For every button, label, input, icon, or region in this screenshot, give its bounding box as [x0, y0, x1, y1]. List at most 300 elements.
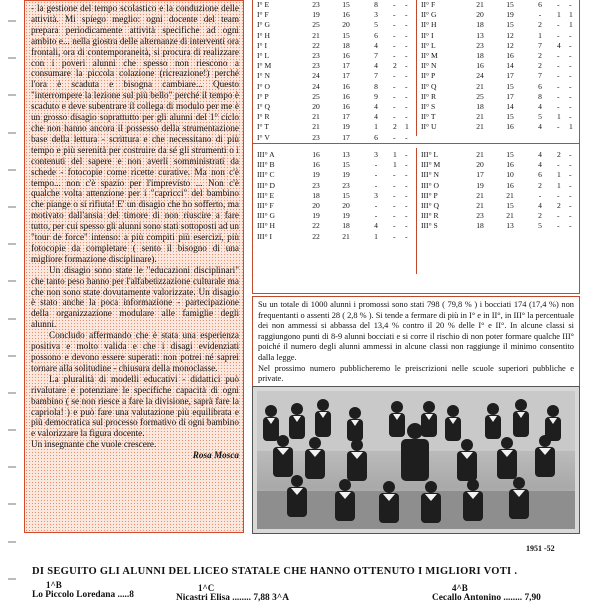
count-cell: 4: [374, 221, 378, 231]
count-cell: 2: [538, 61, 542, 71]
table-row: [419, 211, 579, 221]
count-cell: 2: [557, 150, 561, 159]
table-row: [419, 20, 579, 30]
table-row: [419, 51, 579, 61]
class-name-cell: II° P: [421, 71, 436, 81]
summary-note: Nel prossimo numero pubblicheremo le preiscrizioni nelle scuole superiori pubbliche e private.: [258, 363, 574, 384]
class-name-cell: III° B: [257, 160, 275, 170]
count-cell: 20: [312, 102, 320, 112]
count-cell: 5: [374, 20, 378, 30]
count-cell: -: [393, 81, 396, 91]
count-cell: -: [569, 71, 572, 81]
count-cell: 15: [506, 201, 514, 211]
class-name-cell: I° G: [257, 20, 270, 30]
count-cell: 6: [374, 30, 378, 40]
binding-holes: [8, 0, 16, 600]
table-row: [255, 221, 415, 231]
count-cell: 2: [538, 20, 542, 30]
count-cell: 19: [312, 10, 320, 20]
table-row: [419, 112, 579, 122]
count-cell: 17: [342, 61, 350, 71]
count-cell: -: [393, 91, 396, 101]
class-name-cell: III° A: [257, 150, 275, 159]
class-photo: [252, 386, 580, 534]
class-name-cell: I° T: [257, 122, 269, 132]
count-cell: 24: [312, 81, 320, 91]
table-row: [255, 160, 415, 170]
count-cell: 19: [476, 180, 484, 190]
count-cell: 3: [374, 150, 378, 159]
count-cell: -: [405, 112, 408, 122]
count-cell: 15: [506, 0, 514, 9]
count-cell: -: [393, 20, 396, 30]
class-name-cell: III° M: [421, 160, 441, 170]
table-row: [255, 232, 415, 242]
table-row: [255, 82, 415, 92]
count-cell: -: [569, 201, 572, 211]
count-cell: 6: [538, 170, 542, 180]
count-cell: 16: [342, 81, 350, 91]
article-signature: Rosa Mosca: [192, 450, 239, 461]
count-cell: 1: [569, 122, 573, 132]
table-row: [419, 41, 579, 51]
article-paragraph-1: - la gestione del tempo scolastico e la conduzione delle attività. Mi spiego meglio: ogni docente del team prepara periodicamente attività specifiche ad ogni ambito e... nella giostra delle alternanze di interventi ora frontali, ora di contemporaneità, si procura di realizzare con i poveri alunni che spesso non riescono a consumare la piccola colazione (ricreazione!) perché l'ora è scaduta e bisogna cambiare... Questo "interrompere la lezione sul più bello" perché il tempo è scaduto e deve subentrare il collega di modulo per me è un grosso disagio soprattutto per gli alunni del 1° ciclo che non hanno ancora il possesso della strumentazione base della lettura - scrittura e che necessitano di più tempo e più serenità per costruire da sé gli strumenti o i contenuti del sapere e non averli somministrati da schede - fotocopie come ricette curative. Ma non c'è tempo... non c'è spazio per l'imprevisto ... Non c'è qualche volta attenzione per i "capricci" del bambino che piange o si rifiuta! E' un disagio che ho sofferto, ma motivato dall'ansia del timore di non riuscire a fare tutto, per cui spesso gli alunni sono stati sottoposti ad un "tour de force" intenso: a più compiti più esercizi, più fotocopie da completare ( sento il bisogno di una migliore formazione disciplinare).: [31, 3, 239, 264]
count-cell: 4: [374, 112, 378, 122]
class-name-cell: II° M: [421, 51, 438, 61]
class-name-cell: I° F: [257, 10, 269, 20]
article-paragraph-5: Un insegnante che vuole crescere.: [31, 439, 157, 450]
table-row: [255, 211, 415, 221]
count-cell: 2: [538, 180, 542, 190]
count-cell: 17: [476, 170, 484, 180]
count-cell: 23: [476, 211, 484, 221]
count-cell: 1: [557, 170, 561, 180]
count-cell: -: [405, 91, 408, 101]
count-cell: -: [393, 170, 396, 180]
count-cell: 3: [374, 190, 378, 200]
count-cell: -: [405, 40, 408, 50]
count-cell: 21: [312, 112, 320, 122]
count-cell: 20: [476, 10, 484, 20]
count-cell: 18: [476, 20, 484, 30]
count-cell: 22: [312, 221, 320, 231]
count-cell: -: [405, 231, 408, 241]
results-class-3: 4^B: [452, 583, 468, 593]
class-name-cell: I° M: [257, 61, 272, 71]
results-class-2: 1^C: [198, 583, 215, 593]
table-row: [419, 102, 579, 112]
class-name-cell: III° D: [257, 180, 276, 190]
count-cell: 19: [312, 211, 320, 221]
count-cell: 23: [312, 61, 320, 71]
table-row: [255, 112, 415, 122]
count-cell: 1: [557, 112, 561, 122]
count-cell: -: [393, 0, 396, 9]
count-cell: -: [405, 10, 408, 20]
count-cell: 15: [506, 150, 514, 159]
count-cell: 22: [312, 231, 320, 241]
count-cell: 6: [538, 0, 542, 9]
count-cell: 18: [476, 221, 484, 231]
count-cell: -: [393, 30, 396, 40]
count-cell: 25: [312, 91, 320, 101]
count-cell: 21: [476, 201, 484, 211]
count-cell: 15: [342, 190, 350, 200]
count-cell: 13: [342, 150, 350, 159]
class-name-cell: III° G: [257, 211, 276, 221]
table-row: [419, 71, 579, 81]
class-name-cell: II° I: [421, 30, 434, 40]
count-cell: 15: [342, 160, 350, 170]
count-cell: 16: [506, 160, 514, 170]
count-cell: 18: [312, 190, 320, 200]
grade-table-first-year: [255, 0, 415, 143]
count-cell: -: [405, 170, 408, 180]
count-cell: -: [405, 30, 408, 40]
count-cell: 8: [374, 0, 378, 9]
article-paragraph-3: Concludo affermando che è stata una esperienza positiva e molto valida e che i disagi evidenziati possono e devono essere superati: non potrei né saprei tornare alla solitudine - chiusura della monoclasse.: [31, 330, 239, 373]
table-row: [255, 191, 415, 201]
count-cell: -: [405, 221, 408, 231]
class-name-cell: II° G: [421, 10, 437, 20]
count-cell: -: [405, 71, 408, 81]
count-cell: -: [557, 221, 560, 231]
class-name-cell: III° P: [421, 190, 438, 200]
class-name-cell: II° Q: [421, 81, 437, 91]
count-cell: 1: [569, 10, 573, 20]
count-cell: -: [569, 160, 572, 170]
count-cell: -: [374, 180, 378, 190]
count-cell: 7: [374, 71, 378, 81]
count-cell: 21: [476, 122, 484, 132]
table-row: [255, 201, 415, 211]
count-cell: -: [393, 190, 396, 200]
table-row: [419, 181, 579, 191]
count-cell: 16: [312, 160, 320, 170]
count-cell: 16: [342, 91, 350, 101]
count-cell: 19: [342, 170, 350, 180]
count-cell: -: [393, 132, 396, 142]
class-name-cell: I° V: [257, 132, 270, 142]
count-cell: -: [569, 0, 572, 9]
count-cell: -: [538, 10, 542, 20]
count-cell: -: [393, 51, 396, 61]
class-name-cell: III° I: [257, 231, 273, 241]
count-cell: 14: [506, 102, 514, 112]
count-cell: 18: [342, 221, 350, 231]
count-cell: 5: [538, 112, 542, 122]
count-cell: 1: [374, 231, 378, 241]
count-cell: 23: [312, 51, 320, 61]
results-student-3: Cecallo Antonino ........ 7,90: [432, 593, 541, 603]
count-cell: -: [557, 91, 560, 101]
count-cell: 4: [538, 122, 542, 132]
count-cell: 15: [506, 81, 514, 91]
count-cell: 9: [374, 91, 378, 101]
class-name-cell: III° N: [421, 170, 440, 180]
count-cell: 1: [557, 180, 561, 190]
count-cell: 21: [506, 190, 514, 200]
count-cell: 21: [506, 211, 514, 221]
count-cell: 2: [393, 61, 397, 71]
count-cell: -: [405, 81, 408, 91]
class-name-cell: III° E: [257, 190, 275, 200]
class-name-cell: III° F: [257, 201, 274, 211]
count-cell: 23: [476, 40, 484, 50]
class-name-cell: III° C: [257, 170, 275, 180]
count-cell: 1: [557, 10, 561, 20]
count-cell: 8: [538, 91, 542, 101]
count-cell: 16: [476, 61, 484, 71]
count-cell: -: [557, 190, 560, 200]
table-row: [419, 150, 579, 160]
class-name-cell: II° R: [421, 91, 437, 101]
count-cell: -: [393, 180, 396, 190]
count-cell: 14: [506, 61, 514, 71]
count-cell: 4: [374, 102, 378, 112]
results-student-2: Nicastri Elisa ........ 7,88 3^A: [176, 593, 289, 603]
table-row: [255, 102, 415, 112]
count-cell: -: [393, 102, 396, 112]
count-cell: -: [557, 51, 560, 61]
count-cell: -: [569, 221, 572, 231]
count-cell: -: [569, 81, 572, 91]
count-cell: 4: [557, 40, 561, 50]
count-cell: 16: [506, 51, 514, 61]
count-cell: 2: [538, 211, 542, 221]
count-cell: -: [569, 102, 572, 112]
count-cell: 22: [312, 40, 320, 50]
count-cell: -: [557, 102, 560, 112]
table-row: [255, 150, 415, 160]
count-cell: 25: [476, 91, 484, 101]
count-cell: -: [405, 132, 408, 142]
count-cell: 21: [476, 0, 484, 9]
count-cell: 21: [476, 112, 484, 122]
count-cell: -: [405, 61, 408, 71]
grade-table-second-year: [419, 0, 579, 133]
count-cell: 20: [342, 20, 350, 30]
count-cell: -: [405, 20, 408, 30]
count-cell: -: [393, 201, 396, 211]
count-cell: -: [569, 170, 572, 180]
count-cell: 12: [506, 30, 514, 40]
count-cell: 1: [569, 20, 573, 30]
table-row: [255, 122, 415, 132]
count-cell: 3: [374, 10, 378, 20]
class-name-cell: II° U: [421, 122, 437, 132]
count-cell: 21: [476, 81, 484, 91]
count-cell: 7: [538, 40, 542, 50]
count-cell: -: [393, 231, 396, 241]
count-cell: -: [569, 51, 572, 61]
photo-figures-illustration: [257, 391, 575, 529]
count-cell: -: [569, 211, 572, 221]
count-cell: -: [405, 0, 408, 9]
count-cell: 1: [393, 150, 397, 159]
count-cell: 7: [538, 71, 542, 81]
count-cell: 18: [476, 102, 484, 112]
count-cell: -: [557, 71, 560, 81]
table-row: [419, 92, 579, 102]
results-title: DI SEGUITO GLI ALUNNI DEL LICEO STATALE CHE HANNO OTTENUTO I MIGLIORI VOTI .: [32, 566, 518, 577]
results-student-1: Lo Piccolo Loredana .....8: [32, 590, 134, 600]
photo-image: [257, 391, 575, 529]
table-row: [419, 61, 579, 71]
grade-table-third-year-a: [255, 150, 415, 242]
count-cell: 16: [342, 10, 350, 20]
class-name-cell: I° E: [257, 0, 270, 9]
class-name-cell: II° L: [421, 40, 436, 50]
count-cell: 4: [538, 102, 542, 112]
class-name-cell: I° L: [257, 51, 270, 61]
count-cell: -: [557, 160, 560, 170]
count-cell: 18: [476, 51, 484, 61]
table-divider-top: [416, 0, 417, 136]
count-cell: 1: [538, 30, 542, 40]
count-cell: 16: [312, 150, 320, 159]
class-name-cell: I° P: [257, 91, 269, 101]
summary-box: [252, 296, 580, 389]
count-cell: -: [374, 211, 378, 221]
count-cell: -: [393, 10, 396, 20]
count-cell: -: [405, 190, 408, 200]
count-cell: 15: [506, 20, 514, 30]
count-cell: 17: [342, 71, 350, 81]
count-cell: 20: [476, 160, 484, 170]
count-cell: 19: [312, 170, 320, 180]
count-cell: 4: [538, 160, 542, 170]
count-cell: -: [569, 61, 572, 71]
class-name-cell: III° Q: [421, 201, 440, 211]
count-cell: 7: [374, 51, 378, 61]
count-cell: 24: [476, 71, 484, 81]
count-cell: 21: [342, 231, 350, 241]
count-cell: -: [557, 0, 560, 9]
class-name-cell: III° R: [421, 211, 439, 221]
count-cell: -: [538, 190, 542, 200]
count-cell: -: [569, 112, 572, 122]
count-cell: -: [374, 201, 378, 211]
table-row: [419, 31, 579, 41]
count-cell: 10: [506, 170, 514, 180]
count-cell: -: [405, 51, 408, 61]
count-cell: -: [393, 112, 396, 122]
class-name-cell: I° Q: [257, 102, 270, 112]
article-paragraph-2: Un disagio sono state le "educazioni disciplinari" che tanto peso hanno per l'alfabetizzazione culturale ma che non sono state dovutamente valorizzate. Un disagio è stato anche la poca informazione - partecipazione della organizzazione modulare alle famiglie degli alunni.: [31, 264, 239, 330]
count-cell: 13: [476, 30, 484, 40]
class-name-cell: II° H: [421, 20, 437, 30]
class-statistics-box: [252, 0, 580, 294]
count-cell: -: [569, 40, 572, 50]
count-cell: 12: [506, 40, 514, 50]
count-cell: 4: [374, 40, 378, 50]
class-name-cell: III° H: [257, 221, 276, 231]
class-name-cell: III° L: [421, 150, 439, 159]
table-row: [255, 0, 415, 10]
table-row: [255, 51, 415, 61]
count-cell: 17: [342, 132, 350, 142]
count-cell: -: [569, 190, 572, 200]
count-cell: 16: [342, 102, 350, 112]
table-row: [419, 122, 579, 132]
table-row: [419, 160, 579, 170]
count-cell: -: [405, 160, 408, 170]
class-name-cell: II° S: [421, 102, 436, 112]
count-cell: 15: [342, 0, 350, 9]
count-cell: -: [569, 30, 572, 40]
photo-caption: 1951 -52: [526, 544, 555, 553]
count-cell: 13: [506, 221, 514, 231]
count-cell: -: [405, 102, 408, 112]
count-cell: -: [569, 150, 572, 159]
count-cell: 4: [538, 201, 542, 211]
count-cell: -: [405, 150, 408, 159]
count-cell: 4: [538, 150, 542, 159]
count-cell: -: [569, 180, 572, 190]
class-name-cell: I° H: [257, 30, 270, 40]
count-cell: 18: [342, 40, 350, 50]
table-row: [419, 221, 579, 231]
count-cell: 16: [506, 180, 514, 190]
count-cell: -: [405, 201, 408, 211]
count-cell: -: [393, 40, 396, 50]
count-cell: -: [405, 180, 408, 190]
count-cell: 20: [342, 201, 350, 211]
count-cell: -: [557, 81, 560, 91]
table-row: [255, 92, 415, 102]
count-cell: -: [557, 30, 560, 40]
class-name-cell: I° N: [257, 71, 270, 81]
count-cell: 21: [312, 122, 320, 132]
count-cell: 4: [374, 61, 378, 71]
table-row: [419, 10, 579, 20]
table-row: [255, 170, 415, 180]
count-cell: 23: [342, 180, 350, 190]
table-row: [419, 170, 579, 180]
count-cell: -: [405, 211, 408, 221]
table-row: [255, 31, 415, 41]
class-name-cell: III° O: [421, 180, 440, 190]
count-cell: 19: [342, 122, 350, 132]
count-cell: -: [557, 211, 560, 221]
count-cell: 19: [342, 211, 350, 221]
count-cell: -: [557, 61, 560, 71]
class-name-cell: II° F: [421, 0, 436, 9]
count-cell: 6: [538, 81, 542, 91]
count-cell: 8: [374, 81, 378, 91]
table-row: [419, 191, 579, 201]
count-cell: 24: [312, 71, 320, 81]
class-name-cell: I° I: [257, 40, 267, 50]
count-cell: 2: [393, 122, 397, 132]
class-name-cell: II° N: [421, 61, 437, 71]
count-cell: 17: [342, 112, 350, 122]
table-row: [255, 71, 415, 81]
count-cell: -: [393, 71, 396, 81]
count-cell: 16: [506, 122, 514, 132]
count-cell: -: [393, 221, 396, 231]
count-cell: 21: [312, 30, 320, 40]
count-cell: 15: [342, 30, 350, 40]
table-row: [419, 82, 579, 92]
table-row: [255, 181, 415, 191]
count-cell: -: [557, 20, 560, 30]
table-row-divider: [253, 143, 579, 144]
count-cell: -: [557, 122, 560, 132]
count-cell: 1: [374, 122, 378, 132]
count-cell: 2: [538, 51, 542, 61]
